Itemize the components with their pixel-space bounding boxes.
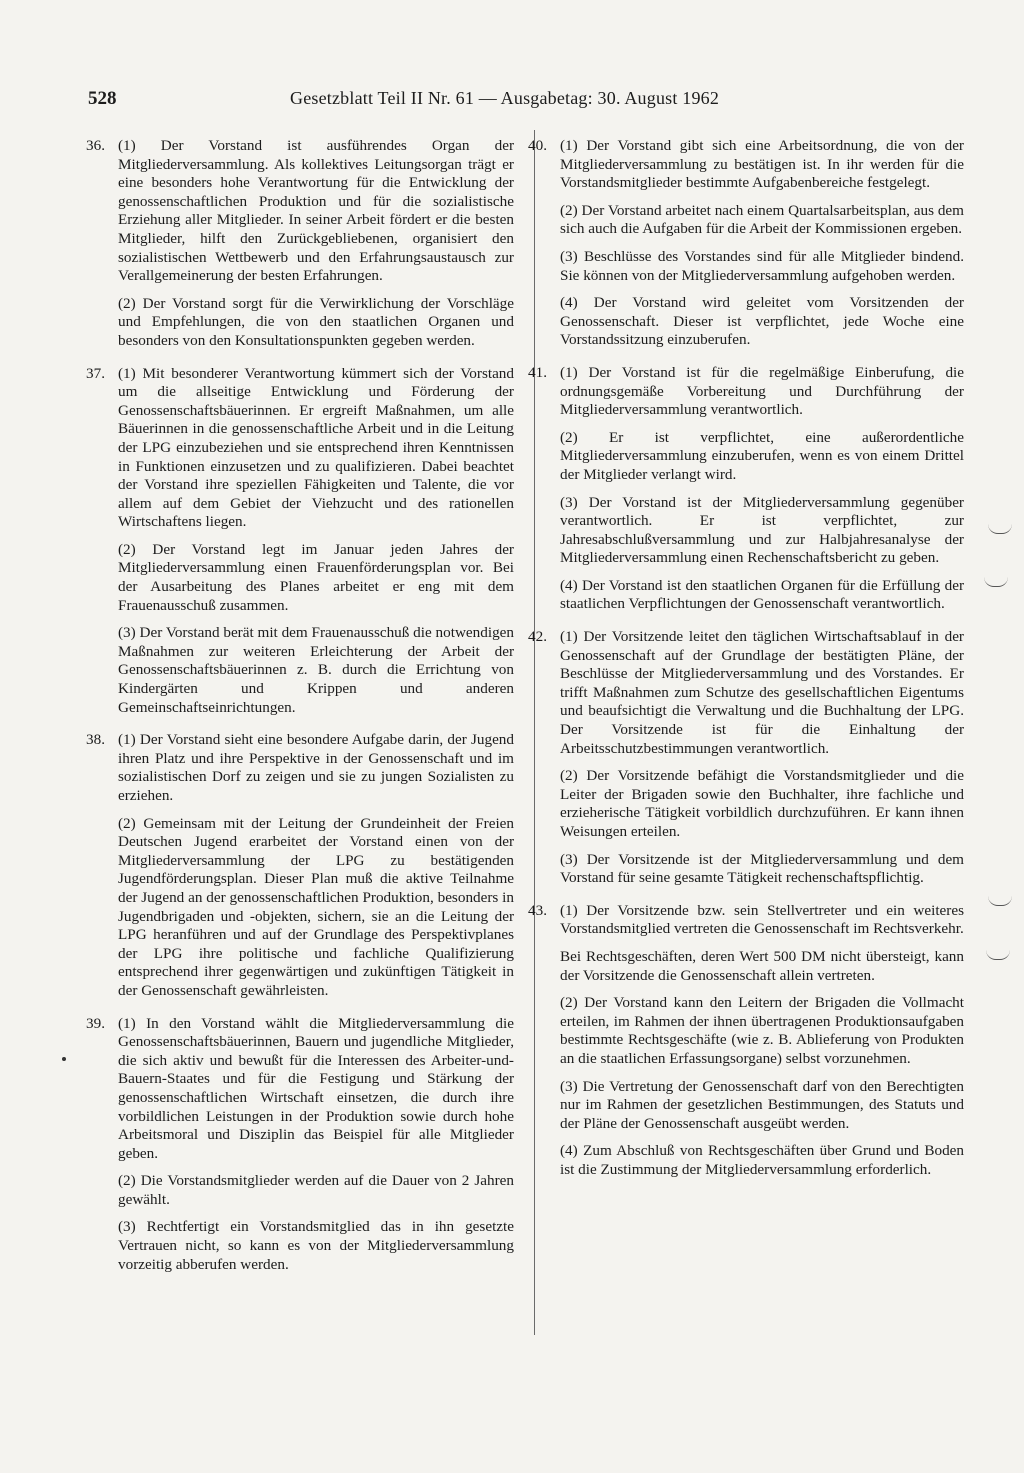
paragraph: (3) Die Vertretung der Genossenschaft darf von den Berechtigten nur im Rahmen der gesetzlichen Bestimmungen, des Statuts und der Pläne der Genossenschaft ausgeübt werden. <box>560 1077 964 1132</box>
paragraph: (1) Der Vorsitzende bzw. sein Stellvertreter und ein weiteres Vorstandsmitglied vertreten die Genossenschaft im Rechtsverkehr. <box>560 901 964 938</box>
paragraph: (1) Der Vorstand sieht eine besondere Aufgabe darin, der Jugend ihren Platz und ihre Perspektive in der Genossenschaft und im sozialistischen Dorf zu zeigen und sie zu jungen Sozialisten zu erziehen. <box>118 731 514 804</box>
section-38 <box>86 731 514 1000</box>
section-number: 43. <box>528 901 547 919</box>
paragraph: (2) Gemeinsam mit der Leitung der Grundeinheit der Freien Deutschen Jugend erarbeitet der Vorstand einen von der Mitgliederversammlung der LPG zu bestätigenden Jugendförderungsplan. Dieser Plan muß die aktive Teilnahme der Jugend an der genossenschaftlichen Produktion, besonders in Jugendbrigaden und -objekten, sichern, sie an die Leitung der LPG heranführen und auf der Grundlage des Perspektivplanes der LPG ihre politische und fachliche Qualifizierung entsprechend ihrer gegenwärtigen und zukünftigen Tätigkeit in der Genossenschaft gewährleisten. <box>118 814 514 999</box>
section-41 <box>528 364 964 614</box>
section-number: 36. <box>86 137 105 154</box>
margin-mark <box>988 524 1012 534</box>
section-43 <box>528 902 964 1180</box>
paragraph: (2) Der Vorsitzende befähigt die Vorstandsmitglieder und die Leiter der Brigaden sowie den Buchhalter, ihre fachliche und erzieherische Tätigkeit vorbildlich durchzuführen. Er kann ihnen Weisungen erteilen. <box>560 767 964 840</box>
paragraph: (1) Der Vorstand ist für die regelmäßige Einberufung, die ordnungsgemäße Vorbereitung und Durchführung der Mitgliederversammlung verantwortlich. <box>560 363 964 419</box>
paragraph: (1) Der Vorstand ist ausführendes Organ der Mitgliederversammlung. Als kollektives Leitungsorgan trägt er eine besonders hohe Verantwortung für die Entwicklung der genossenschaftlichen Produktion und für die sozialistische Erziehung aller Mitglieder. In seiner Arbeit fördert er die besten Mitglieder, hilft den Zurückgebliebenen, organisiert den sozialistischen Wettbewerb und den Erfahrungsaustausch zur Verallgemeinerung der besten Erfahrungen. <box>118 137 514 285</box>
paragraph: (2) Der Vorstand arbeitet nach einem Quartalsarbeitsplan, aus dem sich auch die Aufgaben für die Arbeit der Kommissionen ergeben. <box>560 201 964 238</box>
section-number: 41. <box>528 363 547 381</box>
paragraph: (4) Zum Abschluß von Rechtsgeschäften über Grund und Boden ist die Zustimmung der Mitgliederversammlung erforderlich. <box>560 1142 964 1178</box>
paragraph: (4) Der Vorstand ist den staatlichen Organen für die Erfüllung der staatlichen Verpflichtungen der Genossenschaft verantwortlich. <box>560 576 964 613</box>
section-39 <box>86 1015 514 1275</box>
section-number: 39. <box>86 1014 105 1032</box>
margin-mark <box>988 896 1012 906</box>
running-title: Gesetzblatt Teil II Nr. 61 — Ausgabetag: 30. August 1962 <box>290 88 720 108</box>
section-number: 38. <box>86 731 105 749</box>
section-42 <box>528 628 964 888</box>
paragraph: (2) Die Vorstandsmitglieder werden auf die Dauer von 2 Jahren gewählt. <box>118 1172 514 1208</box>
right-column <box>528 137 964 1194</box>
paragraph: (4) Der Vorstand wird geleitet vom Vorsitzenden der Genossenschaft. Dieser ist verpflichtet, jede Woche eine Vorstandssitzung einzuberufen. <box>560 294 964 349</box>
section-number: 42. <box>528 628 547 646</box>
paragraph: (3) Beschlüsse des Vorstandes sind für alle Mitglieder bindend. Sie können von der Mitgliederversammlung aufgehoben werden. <box>560 247 964 284</box>
section-37 <box>86 365 514 718</box>
paragraph: (3) Der Vorstand berät mit dem Frauenausschuß die notwendigen Maßnahmen zur weiteren Erleichterung der Arbeit der Genossenschaftsbäuerinnen z. B. durch die Errichtung von Kindergärten und Krippen und anderen Gemeinschaftseinrichtungen. <box>118 624 514 716</box>
paragraph: (1) Der Vorstand gibt sich eine Arbeitsordnung, die von der Mitgliederversammlung zu bestätigen ist. In ihr werden für die Vorstandsmitglieder bestimmte Aufgabenbereiche festgelegt. <box>560 137 964 192</box>
paragraph: (1) Der Vorsitzende leitet den täglichen Wirtschaftsablauf in der Genossenschaft auf der Grundlage der bestätigten Pläne, der Beschlüsse der Mitgliederversammlung und des Vorstandes. Er trifft Maßnahmen zum Schutze des gesellschaftlichen Eigentums und beaufsichtigt die Verwaltung und die Buchhaltung der LPG. Der Vorsitzende ist für die Einhaltung der Arbeitsschutzbestimmungen verantwortlich. <box>560 628 964 757</box>
paragraph: (3) Der Vorsitzende ist der Mitgliederversammlung und dem Vorstand für seine gesamte Tätigkeit rechenschaftspflichtig. <box>560 850 964 887</box>
paragraph: (1) Mit besonderer Verantwortung kümmert sich der Vorstand um die allseitige Entwicklung und Förderung der Genossenschaftsbäuerinnen. Er ergreift Maßnahmen, um alle Bäuerinnen in die genossenschaftliche Arbeit und in die Leitung der LPG einzubeziehen und sie entsprechend ihren Kenntnissen in Funktionen einzusetzen und zu qualifizieren. Dabei beachtet der Vorstand ihre speziellen Fähigkeiten und Talente, die vor allem auf dem Gebiet der Viehzucht und des rationellen Wirtschaftens liegen. <box>118 364 514 531</box>
margin-mark <box>986 950 1010 960</box>
paragraph: (3) Der Vorstand ist der Mitgliederversammlung gegenüber verantwortlich. Er ist verpflichtet, zur Jahresabschlußversammlung und zur Halbjahresanalyse der Mitgliederversammlung einen Rechenschaftsbericht zu geben. <box>560 493 964 567</box>
scan-speck <box>62 1057 66 1061</box>
page-header <box>0 88 1024 122</box>
paragraph: (2) Der Vorstand sorgt für die Verwirklichung der Vorschläge und Empfehlungen, die von den staatlichen Organen und besonders von den Konsultationspunkten gegeben werden. <box>118 294 514 349</box>
paragraph: (3) Rechtfertigt ein Vorstandsmitglied das in ihn gesetzte Vertrauen nicht, so kann es von der Mitgliederversammlung vorzeitig abberufen werden. <box>118 1218 514 1273</box>
paragraph: Bei Rechtsgeschäften, deren Wert 500 DM nicht übersteigt, kann der Vorsitzende die Genossenschaft allein vertreten. <box>560 947 964 984</box>
paragraph: (2) Der Vorstand kann den Leitern der Brigaden die Vollmacht erteilen, im Rahmen der ihnen übertragenen Produktionsaufgaben bestimmte Rechtsgeschäfte (wie z. B. Ablieferung von Produkten an die staatlichen Erfassungsorgane) selbst vorzunehmen. <box>560 994 964 1067</box>
left-column <box>86 137 514 1288</box>
paragraph: (2) Er ist verpflichtet, eine außerordentliche Mitgliederversammlung einzuberufen, wenn es von einem Drittel der Mitglieder verlangt wird. <box>560 428 964 483</box>
margin-mark <box>984 577 1008 587</box>
section-number: 40. <box>528 137 547 154</box>
paragraph: (2) Der Vorstand legt im Januar jeden Jahres der Mitgliederversammlung einen Frauenförderungsplan vor. Bei der Ausarbeitung des Planes arbeitet er eng mit dem Frauenausschuß zusammen. <box>118 540 514 614</box>
section-40 <box>528 137 964 350</box>
page-number: 528 <box>88 88 117 109</box>
section-36 <box>86 137 514 351</box>
paragraph: (1) In den Vorstand wählt die Mitgliederversammlung die Genossenschaftsbäuerinnen, Bauern und jugendliche Mitglieder, die sich aktiv und bewußt für die Interessen des Arbeiter-und-Bauern-Staates und für die Festigung und Stärkung der genossenschaftlichen Wirtschaft einsetzen, die durch ihre vorbildlichen Leistungen in der Produktion sowie durch hohe Arbeitsmoral und Disziplin das Beispiel für alle Mitglieder geben. <box>118 1014 514 1162</box>
section-number: 37. <box>86 364 105 382</box>
